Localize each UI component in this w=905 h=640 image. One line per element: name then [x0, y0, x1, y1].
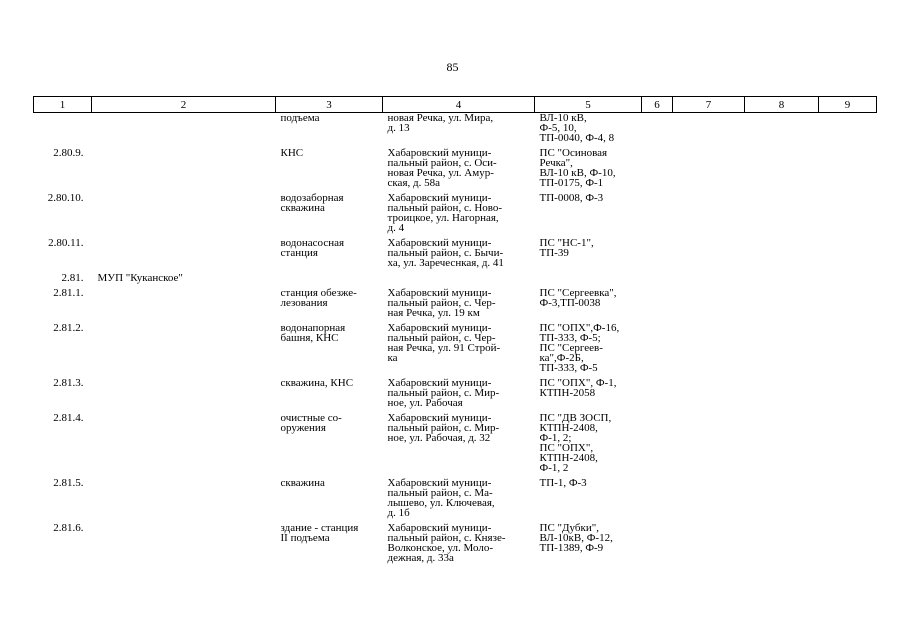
row-number — [34, 113, 92, 144]
empty-cell — [642, 318, 673, 373]
table-row — [34, 283, 877, 318]
table-row — [34, 318, 877, 373]
empty-cell — [642, 408, 673, 473]
column-header: 9 — [819, 97, 877, 113]
empty-cell — [819, 188, 877, 233]
column-header: 8 — [745, 97, 819, 113]
row-number: 2.81. — [61, 272, 84, 284]
table-row — [34, 473, 877, 518]
table-header — [34, 97, 877, 113]
object-cell: КНС — [280, 147, 304, 159]
row-number: 2.80.11. — [48, 237, 84, 249]
table-row — [34, 143, 877, 188]
table-row — [34, 188, 877, 233]
organization-cell: МУП "Куканское" — [97, 272, 183, 284]
row-number: 2.81.2. — [53, 322, 84, 334]
empty-cell — [745, 408, 819, 473]
empty-cell — [745, 318, 819, 373]
empty-cell — [642, 268, 673, 283]
object-cell: станция обезже- лезования — [280, 287, 357, 309]
organization-cell — [92, 283, 276, 318]
organization-cell — [92, 408, 276, 473]
organization-cell — [92, 318, 276, 373]
object-cell: подъема — [280, 112, 320, 124]
table-row — [34, 408, 877, 473]
column-header: 4 — [383, 97, 535, 113]
power-source-cell: ПС "Дубки", ВЛ-10кВ, Ф-12, ТП-1389, Ф-9 — [539, 522, 613, 554]
address-cell: Хабаровский муници- пальный район, с. Оси- новая Речка, ул. Амур- ская, д. 58а — [387, 147, 497, 189]
power-source-cell: ТП-0008, Ф-3 — [539, 192, 604, 204]
object-cell — [276, 268, 383, 283]
empty-cell — [673, 188, 745, 233]
page-number: 85 — [446, 60, 459, 74]
empty-cell — [819, 473, 877, 518]
power-source-cell — [535, 268, 642, 283]
empty-cell — [642, 143, 673, 188]
table-body — [34, 113, 877, 564]
address-cell: Хабаровский муници- пальный район, с. Ма- лышево, ул. Ключевая, д. 1б — [387, 477, 495, 519]
address-cell: Хабаровский муници- пальный район, с. Ново- троицкое, ул. Нагорная, д. 4 — [387, 192, 503, 234]
empty-cell — [673, 233, 745, 268]
address-cell: Хабаровский муници- пальный район, с. Бычи- ха, ул. Заречеснкая, д. 41 — [387, 237, 504, 269]
empty-cell — [673, 473, 745, 518]
empty-cell — [819, 143, 877, 188]
empty-cell — [745, 188, 819, 233]
empty-cell — [819, 318, 877, 373]
address-cell: Хабаровский муници- пальный район, с. Чер- ная Речка, ул. 19 км — [387, 287, 496, 319]
power-source-cell: ПС "Сергеевка", Ф-3,ТП-0038 — [539, 287, 617, 309]
row-number: 2.81.6. — [53, 522, 84, 534]
organization-cell — [92, 518, 276, 563]
empty-cell — [642, 518, 673, 563]
empty-cell — [673, 518, 745, 563]
empty-cell — [745, 268, 819, 283]
power-source-cell: ТП-1, Ф-3 — [539, 477, 587, 489]
empty-cell — [673, 143, 745, 188]
empty-cell — [745, 373, 819, 408]
address-cell — [383, 268, 535, 283]
table-row — [34, 373, 877, 408]
empty-cell — [642, 233, 673, 268]
column-header: 7 — [673, 97, 745, 113]
organization-cell — [92, 233, 276, 268]
row-number: 2.80.9. — [53, 147, 84, 159]
empty-cell — [642, 188, 673, 233]
address-cell: Хабаровский муници- пальный район, с. Князе- Волконское, ул. Моло- дежная, д. 33а — [387, 522, 506, 564]
object-cell: водонасосная станция — [280, 237, 345, 259]
organization-cell — [92, 188, 276, 233]
empty-cell — [673, 408, 745, 473]
object-cell: водонапорная башня, КНС — [280, 322, 346, 344]
object-cell: очистные со- оружения — [280, 412, 342, 434]
empty-cell — [819, 373, 877, 408]
power-source-cell: ПС "Осиновая Речка", ВЛ-10 кВ, Ф-10, ТП-0175, Ф-1 — [539, 147, 616, 189]
address-cell: Хабаровский муници- пальный район, с. Мир- ное, ул. Рабочая, д. 32 — [387, 412, 500, 444]
table-row — [34, 113, 877, 144]
address-cell: Хабаровский муници- пальный район, с. Чер- ная Речка, ул. 91 Строй- ка — [387, 322, 501, 364]
empty-cell — [642, 373, 673, 408]
empty-cell — [673, 318, 745, 373]
table-row — [34, 518, 877, 563]
empty-cell — [745, 473, 819, 518]
address-cell: Хабаровский муници- пальный район, с. Мир- ное, ул. Рабочая — [387, 377, 500, 409]
empty-cell — [819, 518, 877, 563]
row-number: 2.81.3. — [53, 377, 84, 389]
empty-cell — [673, 283, 745, 318]
row-number: 2.81.4. — [53, 412, 84, 424]
power-source-cell: ПС "ДВ ЗОСП, КТПН-2408, Ф-1, 2; ПС "ОПХ", КТПН-2408, Ф-1, 2 — [539, 412, 612, 474]
row-number: 2.81.1. — [53, 287, 84, 299]
power-source-cell: ПС "ОПХ", Ф-1, КТПН-2058 — [539, 377, 617, 399]
empty-cell — [642, 283, 673, 318]
empty-cell — [642, 473, 673, 518]
empty-cell — [673, 113, 745, 144]
empty-cell — [819, 408, 877, 473]
column-header: 6 — [642, 97, 673, 113]
column-header: 2 — [92, 97, 276, 113]
organization-cell — [92, 373, 276, 408]
empty-cell — [819, 233, 877, 268]
empty-cell — [745, 143, 819, 188]
address-cell: новая Речка, ул. Мира, д. 13 — [387, 112, 494, 134]
empty-cell — [745, 283, 819, 318]
object-cell: скважина, КНС — [280, 377, 354, 389]
organization-cell — [92, 113, 276, 144]
empty-cell — [745, 518, 819, 563]
empty-cell — [642, 113, 673, 144]
empty-cell — [819, 113, 877, 144]
row-number: 2.81.5. — [53, 477, 84, 489]
column-header: 3 — [276, 97, 383, 113]
column-header: 1 — [34, 97, 92, 113]
empty-cell — [819, 268, 877, 283]
object-cell: водозаборная скважина — [280, 192, 344, 214]
object-cell: скважина — [280, 477, 325, 489]
empty-cell — [673, 373, 745, 408]
empty-cell — [673, 268, 745, 283]
power-source-cell: ВЛ-10 кВ, Ф-5, 10, ТП-0040, Ф-4, 8 — [539, 112, 615, 144]
organization-cell — [92, 473, 276, 518]
organization-cell — [92, 143, 276, 188]
power-source-cell: ПС "ОПХ",Ф-16, ТП-333, Ф-5; ПС "Сергеев- ка",Ф-2Б, ТП-333, Ф-5 — [539, 322, 620, 374]
empty-cell — [745, 233, 819, 268]
empty-cell — [745, 113, 819, 144]
document-table — [33, 96, 877, 563]
empty-cell — [819, 283, 877, 318]
object-cell: здание - станция II подъема — [280, 522, 359, 544]
row-number: 2.80.10. — [47, 192, 84, 204]
table-row — [34, 233, 877, 268]
power-source-cell: ПС "НС-1", ТП-39 — [539, 237, 594, 259]
table-row — [34, 268, 877, 283]
column-header: 5 — [535, 97, 642, 113]
